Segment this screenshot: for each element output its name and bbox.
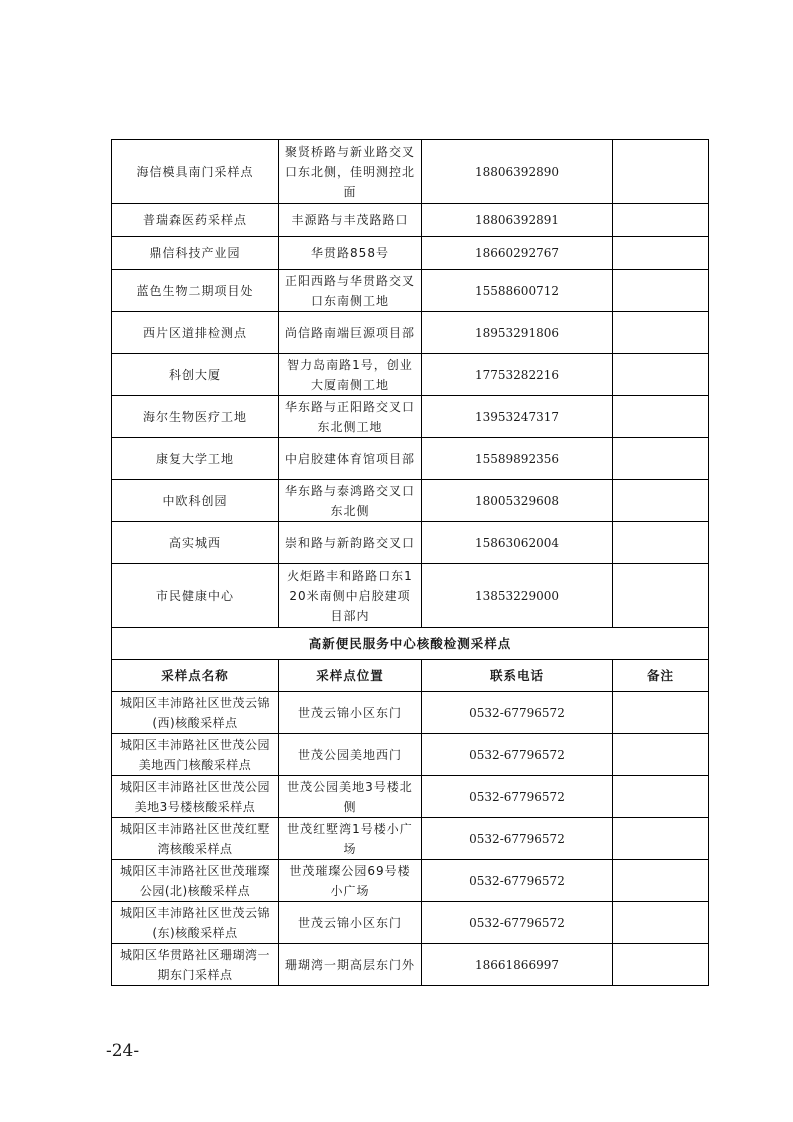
site-phone-cell: 18660292767 <box>422 237 613 270</box>
site-name-cell: 高实城西 <box>112 522 279 564</box>
site-location-cell: 智力岛南路1号，创业大厦南侧工地 <box>279 354 422 396</box>
section-title-row <box>112 628 709 660</box>
site-location-cell: 火炬路丰和路路口东120米南侧中启胶建项目部内 <box>279 564 422 628</box>
site-note-cell <box>613 734 709 776</box>
site-note-cell <box>613 438 709 480</box>
site-note-cell <box>613 860 709 902</box>
table-row <box>112 140 709 204</box>
site-name-cell: 西片区道排检测点 <box>112 312 279 354</box>
site-phone-cell: 0532-67796572 <box>422 734 613 776</box>
page-number: -24- <box>106 1041 140 1061</box>
table-row <box>112 902 709 944</box>
site-phone-cell: 0532-67796572 <box>422 902 613 944</box>
table-row <box>112 438 709 480</box>
site-phone-cell: 13953247317 <box>422 396 613 438</box>
site-phone-cell: 13853229000 <box>422 564 613 628</box>
site-note-cell <box>613 204 709 237</box>
table-row <box>112 860 709 902</box>
site-name-cell: 城阳区丰沛路社区世茂云锦(东)核酸采样点 <box>112 902 279 944</box>
site-location-cell: 世茂璀璨公园69号楼小广场 <box>279 860 422 902</box>
site-location-cell: 中启胶建体育馆项目部 <box>279 438 422 480</box>
site-name-cell: 普瑞森医药采样点 <box>112 204 279 237</box>
site-phone-cell: 15589892356 <box>422 438 613 480</box>
table-row <box>112 776 709 818</box>
table-row <box>112 944 709 986</box>
site-name-cell: 城阳区丰沛路社区世茂璀璨公园(北)核酸采样点 <box>112 860 279 902</box>
header-location: 采样点位置 <box>279 660 422 692</box>
site-phone-cell: 18005329608 <box>422 480 613 522</box>
site-note-cell <box>613 522 709 564</box>
header-phone: 联系电话 <box>422 660 613 692</box>
site-phone-cell: 17753282216 <box>422 354 613 396</box>
site-location-cell: 世茂公园美地西门 <box>279 734 422 776</box>
site-name-cell: 中欧科创园 <box>112 480 279 522</box>
site-note-cell <box>613 312 709 354</box>
site-name-cell: 蓝色生物二期项目处 <box>112 270 279 312</box>
site-location-cell: 华东路与泰鸿路交叉口东北侧 <box>279 480 422 522</box>
site-phone-cell: 0532-67796572 <box>422 776 613 818</box>
site-note-cell <box>613 396 709 438</box>
table-row <box>112 204 709 237</box>
site-phone-cell: 15863062004 <box>422 522 613 564</box>
site-phone-cell: 0532-67796572 <box>422 860 613 902</box>
site-name-cell: 市民健康中心 <box>112 564 279 628</box>
site-location-cell: 丰源路与丰茂路路口 <box>279 204 422 237</box>
site-phone-cell: 0532-67796572 <box>422 692 613 734</box>
site-phone-cell: 18661866997 <box>422 944 613 986</box>
site-location-cell: 尚信路南端巨源项目部 <box>279 312 422 354</box>
section-title: 高新便民服务中心核酸检测采样点 <box>112 628 709 660</box>
table-row <box>112 818 709 860</box>
table-row <box>112 312 709 354</box>
site-location-cell: 世茂云锦小区东门 <box>279 902 422 944</box>
site-note-cell <box>613 564 709 628</box>
site-location-cell: 崇和路与新韵路交叉口 <box>279 522 422 564</box>
table-row <box>112 237 709 270</box>
site-name-cell: 鼎信科技产业园 <box>112 237 279 270</box>
table-row <box>112 692 709 734</box>
site-note-cell <box>613 237 709 270</box>
site-name-cell: 城阳区丰沛路社区世茂云锦(西)核酸采样点 <box>112 692 279 734</box>
table-row <box>112 354 709 396</box>
site-location-cell: 华贯路858号 <box>279 237 422 270</box>
table-row <box>112 522 709 564</box>
header-note: 备注 <box>613 660 709 692</box>
site-note-cell <box>613 818 709 860</box>
site-phone-cell: 18953291806 <box>422 312 613 354</box>
site-name-cell: 城阳区丰沛路社区世茂红墅湾核酸采样点 <box>112 818 279 860</box>
site-phone-cell: 0532-67796572 <box>422 818 613 860</box>
site-location-cell: 世茂云锦小区东门 <box>279 692 422 734</box>
site-note-cell <box>613 902 709 944</box>
site-phone-cell: 18806392891 <box>422 204 613 237</box>
site-name-cell: 康复大学工地 <box>112 438 279 480</box>
table-row <box>112 396 709 438</box>
site-note-cell <box>613 480 709 522</box>
site-name-cell: 科创大厦 <box>112 354 279 396</box>
table-row <box>112 734 709 776</box>
site-note-cell <box>613 140 709 204</box>
site-name-cell: 城阳区丰沛路社区世茂公园美地西门核酸采样点 <box>112 734 279 776</box>
site-name-cell: 海信模具南门采样点 <box>112 140 279 204</box>
site-location-cell: 正阳西路与华贯路交叉口东南侧工地 <box>279 270 422 312</box>
site-location-cell: 世茂红墅湾1号楼小广场 <box>279 818 422 860</box>
table-row <box>112 564 709 628</box>
site-location-cell: 珊瑚湾一期高层东门外 <box>279 944 422 986</box>
table-header-row <box>112 660 709 692</box>
header-name: 采样点名称 <box>112 660 279 692</box>
site-name-cell: 城阳区丰沛路社区世茂公园美地3号楼核酸采样点 <box>112 776 279 818</box>
site-note-cell <box>613 944 709 986</box>
site-location-cell: 世茂公园美地3号楼北侧 <box>279 776 422 818</box>
site-location-cell: 华东路与正阳路交叉口东北侧工地 <box>279 396 422 438</box>
site-note-cell <box>613 692 709 734</box>
site-phone-cell: 18806392890 <box>422 140 613 204</box>
table-row <box>112 270 709 312</box>
sampling-points-table <box>111 139 709 986</box>
site-note-cell <box>613 776 709 818</box>
table-row <box>112 480 709 522</box>
site-phone-cell: 15588600712 <box>422 270 613 312</box>
site-note-cell <box>613 354 709 396</box>
site-name-cell: 城阳区华贯路社区珊瑚湾一期东门采样点 <box>112 944 279 986</box>
site-location-cell: 聚贤桥路与新业路交叉口东北侧，佳明测控北面 <box>279 140 422 204</box>
site-note-cell <box>613 270 709 312</box>
site-name-cell: 海尔生物医疗工地 <box>112 396 279 438</box>
